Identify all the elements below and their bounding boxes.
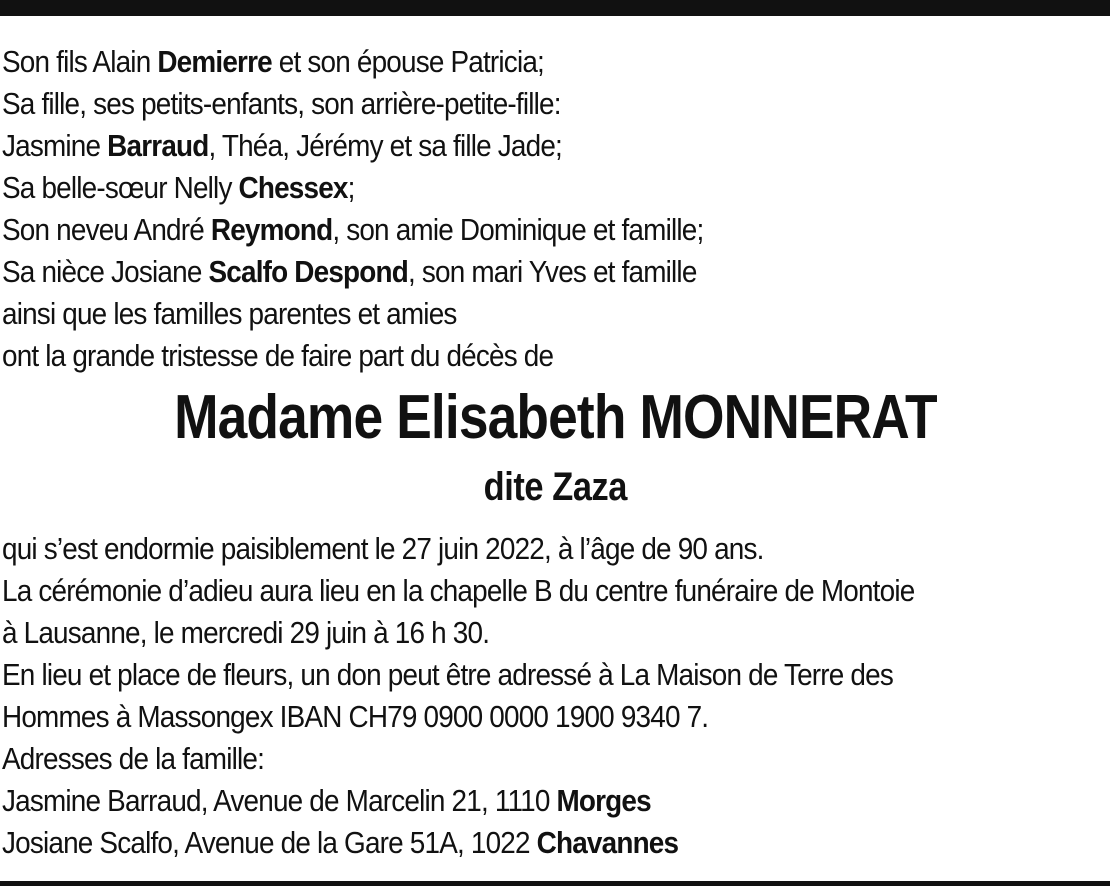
deceased-name-text: Madame Elisabeth MONNERAT [173, 383, 937, 452]
intro-line-bold: Barraud [107, 128, 209, 163]
deceased-nickname-text: dite Zaza [483, 465, 627, 509]
top-rule [0, 0, 1110, 16]
details-line-pre: Jasmine Barraud, Avenue de Marcelin 21, 1110 [2, 783, 557, 818]
intro-line [2, 167, 1107, 209]
deceased-nickname [0, 460, 1110, 514]
intro-line-post: et son épouse Patricia; [271, 44, 544, 79]
intro-line [2, 293, 1107, 335]
details-line-pre: qui s’est endormie paisiblement le 27 juin 2022, à l’âge de 90 ans. [2, 531, 764, 566]
ceremony-details [2, 528, 1107, 864]
intro-line-bold: Reymond [210, 212, 333, 247]
details-line [2, 528, 1107, 570]
intro-line-bold: Scalfo Despond [208, 254, 408, 289]
details-line-pre: La cérémonie d’adieu aura lieu en la chapelle B du centre funéraire de Montoie [2, 573, 915, 608]
intro-line [2, 125, 1107, 167]
intro-line-pre: Son neveu André [2, 212, 211, 247]
details-line [2, 570, 1107, 612]
details-line [2, 612, 1107, 654]
intro-line-post: , son amie Dominique et famille; [332, 212, 704, 247]
details-line [2, 780, 1107, 822]
family-list [2, 41, 1107, 377]
intro-line [2, 41, 1107, 83]
details-line-pre: à Lausanne, le mercredi 29 juin à 16 h 30. [2, 615, 490, 650]
intro-line [2, 83, 1107, 125]
intro-line-pre: Sa nièce Josiane [2, 254, 209, 289]
details-line-pre: Hommes à Massongex IBAN CH79 0900 0000 1900 9340 7. [2, 699, 709, 734]
details-line [2, 822, 1107, 864]
details-line-bold: Chavannes [536, 825, 679, 860]
intro-line [2, 209, 1107, 251]
intro-line-bold: Chessex [238, 170, 348, 205]
intro-line [2, 251, 1107, 293]
details-line [2, 738, 1107, 780]
details-line-pre: En lieu et place de fleurs, un don peut être adressé à La Maison de Terre des [2, 657, 893, 692]
details-line [2, 654, 1107, 696]
intro-line [2, 335, 1107, 377]
intro-line-pre: Son fils Alain [2, 44, 158, 79]
details-line-bold: Morges [556, 783, 651, 818]
details-line-pre: Josiane Scalfo, Avenue de la Gare 51A, 1022 [2, 825, 537, 860]
intro-line-post: , son mari Yves et famille [407, 254, 697, 289]
intro-line-bold: Demierre [157, 44, 272, 79]
intro-line-pre: ont la grande tristesse de faire part du décès de [2, 338, 554, 373]
intro-line-post: , Théa, Jérémy et sa fille Jade; [208, 128, 562, 163]
bottom-rule [0, 881, 1110, 886]
intro-line-pre: ainsi que les familles parentes et amies [2, 296, 457, 331]
details-line [2, 696, 1107, 738]
details-line-pre: Adresses de la famille: [2, 741, 265, 776]
intro-line-pre: Sa fille, ses petits-enfants, son arrière-petite-fille: [2, 86, 561, 121]
intro-line-pre: Jasmine [2, 128, 108, 163]
intro-line-post: ; [347, 170, 355, 205]
intro-line-pre: Sa belle-sœur Nelly [2, 170, 239, 205]
deceased-name [0, 378, 1110, 458]
